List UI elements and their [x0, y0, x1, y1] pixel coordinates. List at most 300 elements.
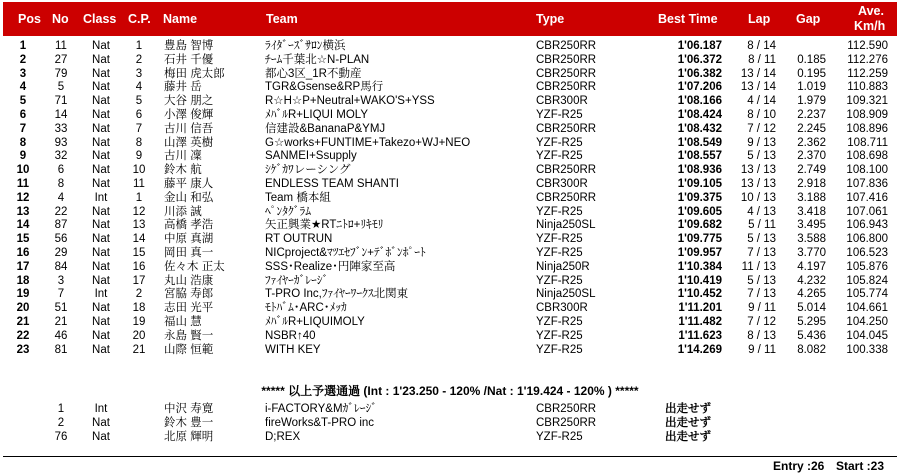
table-row	[0, 123, 900, 137]
cell-lap: 13 / 14	[740, 67, 776, 80]
cell-team: G☆works+FUNTIME+Takezo+WJ+NEO	[265, 136, 471, 149]
cell-best-time: 1'06.187	[677, 40, 722, 52]
cell-pos: 20	[16, 302, 30, 315]
cell-no: 4	[57, 191, 65, 204]
cell-team: ﾁｰﾑ千葉北☆N-PLAN	[265, 53, 370, 66]
cell-class: Nat	[92, 136, 110, 149]
cell-no: 56	[54, 233, 68, 246]
table-row	[0, 247, 900, 261]
header-no: No	[52, 12, 69, 26]
cell-best-time: 1'11.482	[678, 315, 722, 328]
cell-ave: 105.824	[846, 274, 888, 287]
cell-gap: 0.185	[797, 53, 826, 66]
cell-no: 1	[57, 403, 65, 415]
cell-class: Nat	[92, 343, 110, 356]
table-row	[0, 261, 900, 275]
cell-best-time: 1'06.382	[677, 67, 722, 80]
cell-no: 33	[54, 122, 68, 135]
cell-gap: 3.188	[797, 191, 826, 204]
cell-pos: 5	[19, 95, 27, 108]
cell-class: Nat	[92, 81, 110, 94]
cell-type: CBR300R	[536, 302, 588, 315]
cell-lap: 13 / 13	[740, 164, 776, 177]
cell-name: 梅田 虎太郎	[164, 67, 225, 80]
cell-name: 中沢 寿寛	[164, 403, 214, 415]
cell-type: YZF-R25	[536, 315, 583, 328]
cell-no: 71	[54, 95, 68, 108]
cell-pos: 6	[19, 108, 27, 121]
cell-team: 都心3区_1R不動産	[265, 67, 362, 80]
cell-lap: 5 / 13	[747, 274, 776, 287]
cell-gap: 4.197	[797, 260, 826, 273]
cell-cp: 6	[135, 108, 143, 121]
cell-class: Nat	[92, 260, 110, 273]
header-team: Team	[266, 12, 298, 26]
cell-no: 6	[57, 164, 65, 177]
cell-team: R☆H☆P+Neutral+WAKO'S+YSS	[265, 95, 435, 108]
cell-name: 永島 賢一	[164, 329, 214, 342]
cell-name: 山澤 英樹	[164, 136, 214, 149]
cell-cp: 3	[135, 67, 143, 80]
cell-lap: 5 / 13	[747, 233, 776, 246]
cell-pos: 2	[19, 53, 27, 66]
cell-name: 古川 信吾	[164, 122, 214, 135]
table-row	[0, 178, 900, 192]
cell-gap: 5.014	[797, 302, 826, 315]
cell-cp: 17	[132, 274, 146, 287]
cell-cp: 20	[132, 329, 146, 342]
cell-status: 出走せず	[665, 430, 711, 443]
cell-team: T-PRO Inc,ﾌｧｲﾔｰﾜｰｸｽ北関東	[265, 288, 409, 301]
cell-gap: 1.979	[797, 95, 826, 108]
cell-team: WITH KEY	[265, 343, 321, 356]
cell-ave: 104.045	[846, 329, 888, 342]
cell-gap: 4.232	[797, 274, 826, 287]
cell-type: YZF-R25	[536, 150, 583, 163]
cell-class: Nat	[92, 246, 110, 259]
table-header	[3, 2, 897, 36]
table-row	[0, 150, 900, 164]
dns-row	[0, 417, 900, 431]
cell-type: CBR250RR	[536, 53, 597, 66]
cell-team: 矢正興業★RTﾆﾄﾛ+ﾘｷﾓﾘ	[265, 219, 384, 232]
cell-best-time: 1'10.452	[677, 288, 722, 301]
table-row	[0, 316, 900, 330]
cell-type: YZF-R25	[536, 329, 583, 342]
cell-name: 高橋 孝浩	[164, 219, 214, 232]
cell-gap: 2.245	[797, 122, 826, 135]
cell-pos: 4	[19, 81, 27, 94]
cell-no: 76	[54, 430, 68, 443]
cell-status: 出走せず	[665, 403, 711, 415]
cell-ave: 105.774	[846, 288, 888, 301]
cell-class: Nat	[92, 164, 110, 177]
cell-gap: 2.918	[797, 177, 826, 190]
cell-ave: 110.883	[847, 81, 888, 94]
cell-best-time: 1'09.375	[677, 191, 722, 204]
cell-cp: 9	[135, 150, 143, 163]
cell-best-time: 1'09.682	[677, 219, 722, 232]
header-best-time: Best Time	[658, 12, 718, 26]
cell-ave: 107.061	[846, 205, 888, 218]
cell-lap: 8 / 11	[748, 53, 776, 66]
cell-lap: 8 / 10	[747, 108, 776, 121]
cell-best-time: 1'09.105	[677, 177, 722, 190]
cell-cp: 14	[132, 233, 146, 246]
qualify-note: ***** 以上予選通過 (Int : 1'23.250 - 120% /Nat : 1'19.424 - 120% ) *****	[261, 384, 639, 398]
cell-no: 29	[54, 246, 68, 259]
cell-team: fireWorks&T-PRO inc	[265, 416, 375, 429]
cell-best-time: 1'08.166	[677, 95, 722, 108]
cell-cp: 10	[132, 164, 146, 177]
cell-class: Int	[94, 403, 108, 415]
cell-gap: 1.019	[797, 81, 826, 94]
cell-cp: 7	[135, 122, 143, 135]
cell-name: 小澤 俊輝	[164, 108, 214, 121]
cell-ave: 105.876	[846, 260, 888, 273]
cell-lap: 13 / 14	[740, 81, 776, 94]
table-row	[0, 219, 900, 233]
cell-team: ﾒﾊﾞﾙR+LIQUIMOLY	[265, 315, 365, 328]
cell-type: Ninja250SL	[536, 288, 596, 301]
cell-no: 21	[54, 315, 68, 328]
cell-pos: 19	[16, 288, 30, 301]
cell-pos: 7	[19, 122, 27, 135]
cell-name: 古川 凜	[164, 150, 202, 163]
header-ave: Ave.	[858, 4, 884, 18]
cell-lap: 9 / 11	[748, 343, 776, 356]
cell-best-time: 1'06.372	[677, 53, 722, 66]
cell-team: SSS･Realize･円陣家至高	[265, 260, 396, 273]
cell-cp: 2	[135, 53, 143, 66]
cell-pos: 17	[16, 260, 30, 273]
cell-no: 81	[54, 343, 68, 356]
cell-class: Nat	[92, 233, 110, 246]
dns-table	[0, 403, 900, 444]
cell-name: 志田 光平	[164, 302, 214, 315]
cell-cp: 18	[132, 302, 146, 315]
cell-name: 佐々木 正太	[164, 260, 225, 273]
cell-name: 藤井 岳	[164, 81, 202, 94]
entry-count: Entry :26	[773, 459, 825, 473]
cell-best-time: 1'09.605	[677, 205, 722, 218]
cell-pos: 1	[19, 40, 27, 52]
cell-lap: 9 / 13	[747, 136, 776, 149]
cell-team: D;REX	[265, 430, 301, 443]
cell-type: CBR250RR	[536, 416, 597, 429]
cell-cp: 1	[135, 191, 143, 204]
cell-type: CBR250RR	[536, 67, 597, 80]
cell-pos: 10	[16, 164, 30, 177]
table-row	[0, 40, 900, 54]
cell-no: 84	[54, 260, 68, 273]
table-row	[0, 206, 900, 220]
cell-no: 8	[57, 177, 65, 190]
cell-pos: 22	[16, 329, 30, 342]
cell-cp: 2	[135, 288, 143, 301]
cell-best-time: 1'08.549	[677, 136, 722, 149]
cell-ave: 106.943	[846, 219, 888, 232]
table-row	[0, 192, 900, 206]
cell-class: Nat	[92, 329, 110, 342]
cell-team: RT OUTRUN	[265, 233, 333, 246]
cell-team: SANMEI+Ssupply	[265, 150, 357, 163]
cell-best-time: 1'08.424	[677, 108, 722, 121]
cell-team: Team 橋本組	[265, 191, 331, 204]
cell-gap: 3.495	[797, 219, 826, 232]
cell-type: CBR300R	[536, 177, 588, 190]
cell-no: 11	[55, 40, 67, 52]
cell-no: 32	[54, 150, 68, 163]
dns-row	[0, 403, 900, 417]
cell-best-time: 1'08.557	[677, 150, 722, 163]
cell-gap: 5.295	[797, 315, 826, 328]
cell-class: Nat	[92, 53, 110, 66]
table-row	[0, 330, 900, 344]
table-row	[0, 68, 900, 82]
table-row	[0, 344, 900, 358]
cell-best-time: 1'07.206	[677, 81, 722, 94]
cell-no: 3	[57, 274, 65, 287]
cell-ave: 107.416	[846, 191, 888, 204]
header-type: Type	[536, 12, 565, 26]
cell-type: CBR300R	[536, 95, 588, 108]
table-row	[0, 302, 900, 316]
cell-gap: 3.588	[797, 233, 826, 246]
cell-type: YZF-R25	[536, 274, 583, 287]
table-row	[0, 164, 900, 178]
cell-team: NSBR↑40	[265, 329, 316, 342]
cell-cp: 13	[132, 219, 146, 232]
cell-name: 北原 輝明	[164, 430, 214, 443]
table-row	[0, 137, 900, 151]
cell-cp: 15	[132, 246, 146, 259]
cell-name: 豊島 智博	[164, 40, 214, 52]
cell-ave: 108.896	[846, 122, 888, 135]
cell-lap: 7 / 12	[747, 122, 776, 135]
cell-status: 出走せず	[665, 416, 711, 429]
table-row	[0, 233, 900, 247]
cell-cp: 16	[132, 260, 146, 273]
table-row	[0, 81, 900, 95]
cell-name: 大谷 朋之	[164, 95, 214, 108]
cell-lap: 7 / 13	[747, 246, 776, 259]
cell-name: 丸山 浩康	[164, 274, 214, 287]
cell-no: 51	[54, 302, 68, 315]
cell-team: TGR&Gsense&RP馬行	[265, 81, 384, 94]
cell-ave: 109.321	[846, 95, 888, 108]
cell-ave: 107.836	[846, 177, 888, 190]
cell-type: YZF-R25	[536, 205, 583, 218]
cell-best-time: 1'11.623	[678, 329, 722, 342]
cell-class: Nat	[92, 67, 110, 80]
cell-pos: 12	[16, 191, 30, 204]
cell-class: Int	[94, 288, 108, 301]
cell-pos: 11	[16, 177, 30, 190]
footer-divider	[3, 456, 897, 457]
cell-type: CBR250RR	[536, 191, 597, 204]
cell-name: 中原 真湖	[164, 233, 214, 246]
cell-class: Nat	[92, 302, 110, 315]
cell-no: 79	[54, 67, 68, 80]
table-row	[0, 288, 900, 302]
cell-class: Nat	[92, 274, 110, 287]
cell-name: 福山 慧	[164, 315, 202, 328]
cell-name: 山際 恒範	[164, 343, 214, 356]
cell-pos: 8	[19, 136, 27, 149]
cell-lap: 5 / 13	[747, 150, 776, 163]
cell-lap: 8 / 13	[747, 329, 776, 342]
cell-name: 金山 和弘	[164, 191, 214, 204]
cell-best-time: 1'09.957	[677, 246, 722, 259]
cell-lap: 4 / 13	[747, 205, 776, 218]
cell-type: YZF-R25	[536, 108, 583, 121]
cell-cp: 12	[132, 205, 146, 218]
cell-ave: 108.100	[846, 164, 888, 177]
cell-name: 鈴木 豊一	[164, 416, 214, 429]
cell-best-time: 1'10.384	[677, 260, 722, 273]
cell-team: NICproject&ﾏﾂｴｾﾌﾞﾝ+ﾃﾞﾎﾞﾝﾎﾟｰﾄ	[265, 246, 426, 259]
cell-ave: 106.523	[846, 246, 888, 259]
cell-best-time: 1'10.419	[677, 274, 722, 287]
cell-type: YZF-R25	[536, 430, 583, 443]
cell-class: Nat	[92, 315, 110, 328]
cell-class: Nat	[92, 108, 110, 121]
cell-no: 7	[57, 288, 65, 301]
table-row	[0, 54, 900, 68]
cell-cp: 4	[135, 81, 143, 94]
cell-pos: 18	[16, 274, 30, 287]
cell-type: CBR250RR	[536, 164, 597, 177]
cell-class: Nat	[92, 430, 110, 443]
cell-team: ﾓﾄﾊﾞﾑ･ARC･ﾒｯｶ	[265, 302, 347, 315]
cell-pos: 15	[16, 233, 30, 246]
cell-best-time: 1'08.432	[677, 122, 722, 135]
cell-cp: 11	[133, 177, 145, 190]
cell-ave: 104.250	[846, 315, 888, 328]
cell-type: CBR250RR	[536, 403, 597, 415]
cell-no: 27	[54, 53, 68, 66]
cell-lap: 4 / 14	[747, 95, 776, 108]
cell-type: CBR250RR	[536, 81, 597, 94]
cell-name: 石井 千優	[164, 53, 214, 66]
cell-best-time: 1'11.201	[678, 302, 722, 315]
cell-class: Nat	[92, 95, 110, 108]
table-row	[0, 109, 900, 123]
cell-ave: 104.661	[846, 302, 888, 315]
cell-name: 藤平 康人	[164, 177, 214, 190]
cell-cp: 21	[132, 343, 146, 356]
cell-gap: 2.370	[797, 150, 826, 163]
cell-no: 93	[54, 136, 68, 149]
cell-no: 22	[54, 205, 68, 218]
cell-team: ﾒﾊﾞﾙR+LIQUI MOLY	[265, 108, 368, 121]
cell-team: ﾍﾟﾝﾀｸﾞﾗﾑ	[265, 205, 311, 218]
cell-gap: 3.770	[797, 246, 826, 259]
cell-name: 川添 誠	[164, 205, 202, 218]
cell-ave: 112.590	[847, 40, 888, 52]
cell-ave: 100.338	[846, 343, 888, 356]
cell-gap: 2.749	[797, 164, 826, 177]
cell-cp: 19	[132, 315, 146, 328]
cell-no: 46	[54, 329, 68, 342]
cell-lap: 7 / 13	[747, 288, 776, 301]
cell-no: 2	[57, 416, 65, 429]
cell-gap: 2.237	[797, 108, 826, 121]
cell-best-time: 1'09.775	[677, 233, 722, 246]
cell-gap: 0.195	[797, 67, 826, 80]
cell-name: 宮脇 寿郎	[164, 288, 214, 301]
cell-pos: 16	[16, 246, 30, 259]
header-class: Class	[83, 12, 117, 26]
cell-class: Nat	[92, 40, 110, 52]
cell-cp: 8	[135, 136, 143, 149]
cell-type: Ninja250SL	[536, 219, 596, 232]
cell-class: Nat	[92, 150, 110, 163]
cell-ave: 108.909	[846, 108, 888, 121]
cell-ave: 108.698	[846, 150, 888, 163]
cell-ave: 106.800	[846, 233, 888, 246]
cell-lap: 13 / 13	[740, 177, 776, 190]
cell-pos: 21	[16, 315, 30, 328]
header-cp: C.P.	[128, 12, 151, 26]
cell-pos: 13	[16, 205, 30, 218]
cell-type: Ninja250R	[536, 260, 590, 273]
cell-gap: 8.082	[797, 343, 826, 356]
table-row	[0, 275, 900, 289]
cell-type: CBR250RR	[536, 40, 597, 52]
cell-lap: 8 / 14	[747, 40, 776, 52]
cell-ave: 112.276	[847, 53, 888, 66]
cell-lap: 5 / 11	[748, 219, 776, 232]
dns-row	[0, 431, 900, 445]
cell-lap: 7 / 12	[747, 315, 776, 328]
cell-class: Nat	[92, 205, 110, 218]
cell-lap: 10 / 13	[740, 191, 776, 204]
cell-team: i-FACTORY&Mｶﾞﾚｰｼﾞ	[265, 403, 378, 415]
cell-type: YZF-R25	[536, 233, 583, 246]
header-pos: Pos	[18, 12, 41, 26]
results-table	[0, 40, 900, 357]
cell-no: 5	[57, 81, 65, 94]
cell-pos: 9	[19, 150, 27, 163]
cell-pos: 23	[16, 343, 30, 356]
cell-gap: 4.265	[797, 288, 826, 301]
cell-class: Int	[94, 191, 108, 204]
cell-best-time: 1'14.269	[677, 343, 722, 356]
cell-class: Nat	[92, 177, 110, 190]
cell-name: 鈴木 航	[164, 164, 202, 177]
cell-lap: 9 / 11	[748, 302, 776, 315]
header-gap: Gap	[796, 12, 821, 26]
cell-type: YZF-R25	[536, 136, 583, 149]
cell-class: Nat	[92, 416, 110, 429]
header-name: Name	[163, 12, 198, 26]
cell-cp: 5	[135, 95, 143, 108]
start-count: Start :23	[836, 459, 885, 473]
cell-gap: 3.418	[797, 205, 826, 218]
table-row	[0, 95, 900, 109]
cell-gap: 5.436	[797, 329, 826, 342]
cell-cp: 1	[135, 40, 143, 52]
cell-type: YZF-R25	[536, 246, 583, 259]
cell-type: YZF-R25	[536, 343, 583, 356]
cell-class: Nat	[92, 122, 110, 135]
cell-team: 信建設&BananaP&YMJ	[265, 122, 386, 135]
cell-class: Nat	[92, 219, 110, 232]
cell-type: CBR250RR	[536, 122, 597, 135]
cell-no: 87	[54, 219, 68, 232]
